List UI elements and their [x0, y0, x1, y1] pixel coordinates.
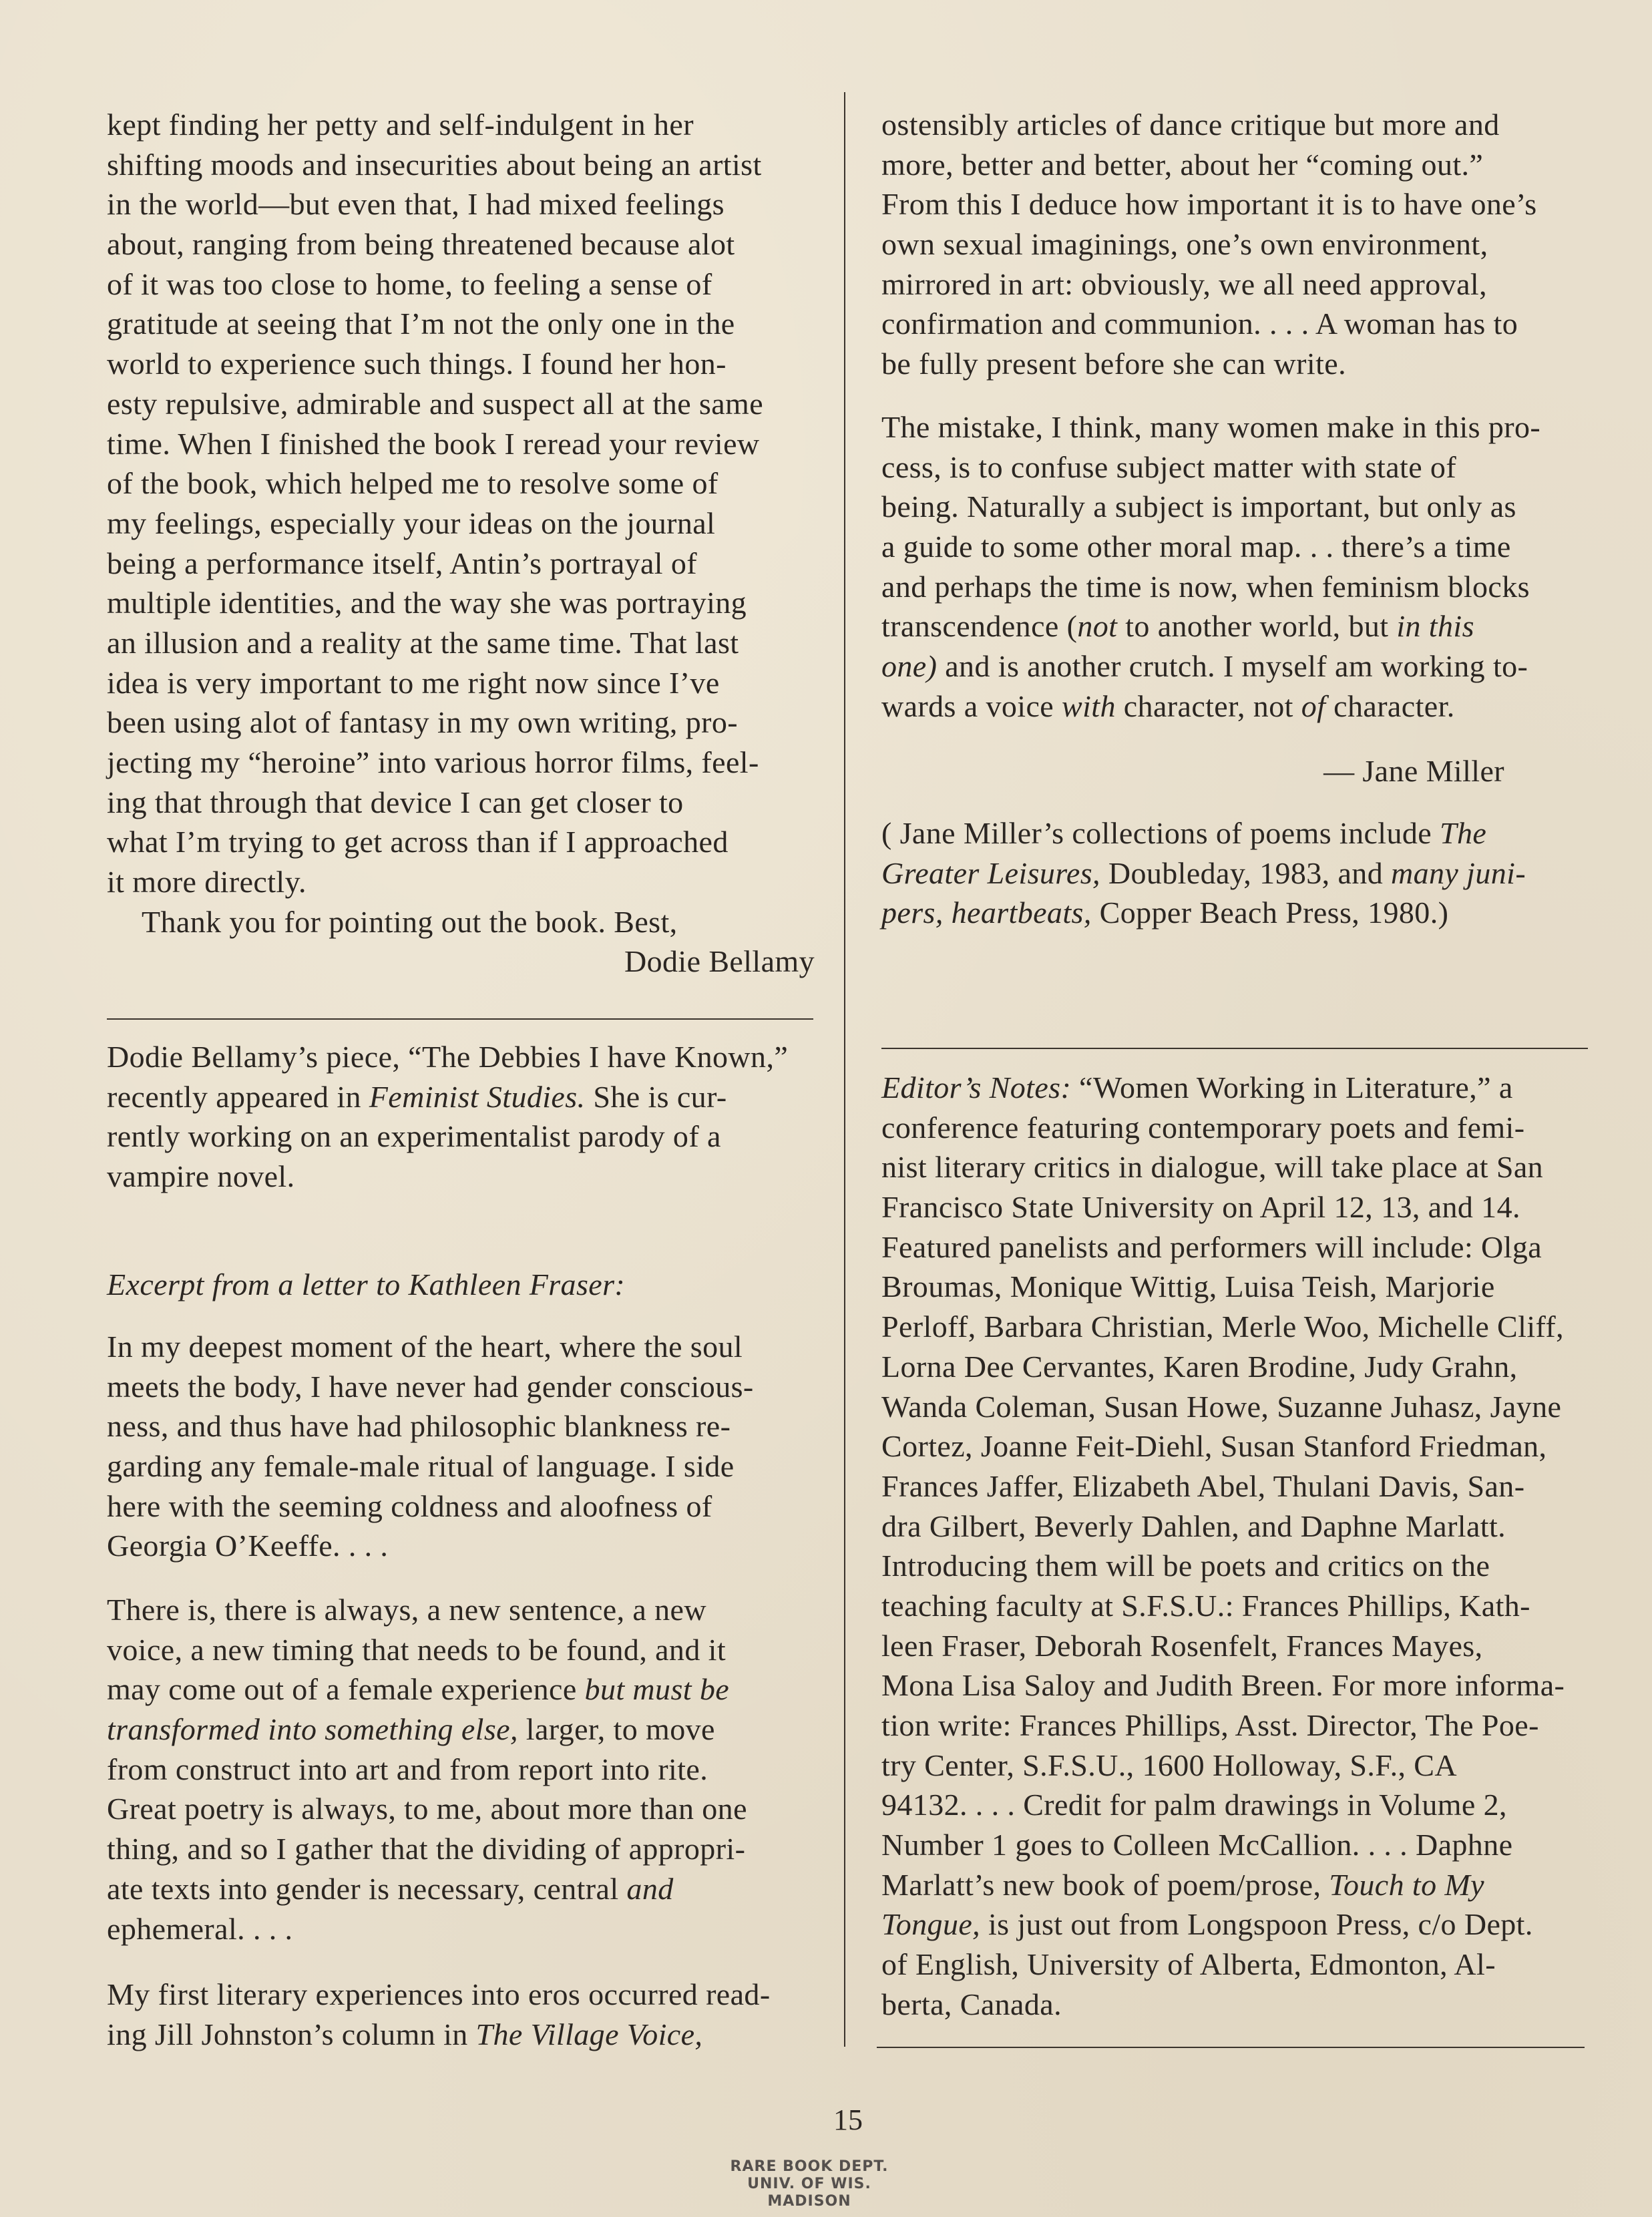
text-span: being. Naturally a subject is important, but only as — [881, 489, 1516, 524]
text-line — [881, 1746, 1565, 1786]
italic-text: in this — [1396, 609, 1474, 644]
text-line: idea is very important to me right now since I’ve — [107, 665, 720, 700]
paragraph — [881, 407, 1540, 727]
author-bio — [107, 1037, 788, 1197]
text-line: of it was too close to home, to feeling a sense of — [107, 266, 712, 301]
text-span: berta, Canada. — [881, 1987, 1062, 2021]
text-line — [881, 567, 1540, 607]
text-span: From this I deduce how important it is to have one’s — [881, 187, 1537, 222]
text-line — [107, 1157, 788, 1197]
letter-signature: Dodie Bellamy — [624, 944, 815, 979]
text-span: voice, a new timing that needs to be found, and it — [107, 1632, 726, 1667]
italic-text: one) — [881, 649, 938, 684]
text-line — [107, 1669, 747, 1709]
italic-text: not — [1077, 609, 1118, 644]
text-line: ing that through that device I can get closer to — [107, 785, 684, 819]
text-line: been using alot of fantasy in my own writing, pro- — [107, 705, 738, 740]
text-line: jecting my “heroine” into various horror films, feel- — [107, 745, 759, 779]
text-line — [107, 1037, 788, 1077]
text-line — [881, 264, 1537, 305]
text-line — [881, 1187, 1565, 1227]
text-span: Introducing them will be poets and critics on the — [881, 1549, 1490, 1583]
italic-text: but must be — [584, 1672, 730, 1707]
text-span: is just out from Longspoon Press, c/o Dept. — [980, 1907, 1533, 1942]
italic-text: of — [1301, 688, 1326, 723]
text-span: ( Jane Miller’s collections of poems include — [881, 816, 1440, 850]
text-span: Featured panelists and performers will include: Olga — [881, 1229, 1542, 1264]
poet-bio — [881, 813, 1526, 933]
italic-text: Feminist Studies. — [369, 1079, 586, 1114]
text-line — [107, 1590, 747, 1630]
text-span: may come out of a female experience — [107, 1672, 585, 1707]
italic-text: with — [1062, 688, 1116, 723]
text-line — [881, 606, 1540, 646]
text-line — [881, 1466, 1565, 1506]
text-span: recently appeared in — [107, 1079, 369, 1114]
text-span: rently working on an experimentalist parody of a — [107, 1119, 721, 1154]
text-line — [881, 1665, 1565, 1705]
text-span: ostensibly articles of dance critique but more and — [881, 108, 1500, 142]
italic-text: many juni- — [1391, 855, 1526, 890]
text-line — [881, 344, 1537, 384]
text-line — [107, 1829, 747, 1869]
text-line — [881, 686, 1540, 727]
text-span: larger, to move — [518, 1712, 715, 1747]
text-line — [881, 224, 1537, 264]
text-line — [881, 1985, 1565, 2025]
stamp-line: UNIV. OF WIS. — [747, 2176, 871, 2192]
text-span: transcendence ( — [881, 609, 1078, 644]
text-span: “Women Working in Literature,” a — [1071, 1070, 1513, 1104]
text-line — [881, 1865, 1565, 1905]
text-span: ephemeral. . . . — [107, 1911, 293, 1946]
text-line — [881, 1347, 1565, 1387]
text-line — [881, 1546, 1565, 1586]
text-span: wards a voice — [881, 688, 1062, 723]
text-line — [881, 527, 1540, 567]
paragraph — [107, 1327, 754, 1566]
text-line — [881, 853, 1526, 893]
text-line — [107, 1367, 754, 1407]
text-span: Number 1 goes to Colleen McCallion. . . . Daphne — [881, 1828, 1513, 1862]
excerpt-heading-text: Excerpt from a letter to Kathleen Fraser: — [107, 1267, 626, 1301]
text-line — [107, 1750, 747, 1790]
editors-notes — [881, 1068, 1565, 2025]
text-line: kept finding her petty and self-indulgent in her — [107, 108, 694, 142]
text-line — [881, 1705, 1565, 1746]
italic-text: and — [626, 1871, 674, 1906]
text-span: Frances Jaffer, Elizabeth Abel, Thulani Davis, San- — [881, 1468, 1525, 1503]
text-line — [881, 184, 1537, 224]
italic-text: Tongue, — [881, 1907, 981, 1942]
text-span: a guide to some other moral map. . . there’s a time — [881, 530, 1511, 564]
text-line: world to experience such things. I found her hon- — [107, 347, 727, 381]
text-span: and is another crutch. I myself am working to- — [937, 649, 1528, 684]
text-span: In my deepest moment of the heart, where the soul — [107, 1330, 743, 1364]
text-line — [107, 2015, 771, 2055]
text-line — [881, 304, 1537, 344]
column-divider — [844, 92, 845, 2047]
text-line — [107, 1077, 788, 1117]
text-span: She is cur- — [585, 1079, 727, 1114]
text-line: what I’m trying to get across than if I approached — [107, 825, 729, 859]
text-span: character. — [1325, 688, 1455, 723]
text-span: Mona Lisa Saloy and Judith Breen. For more informa- — [881, 1668, 1565, 1703]
text-span: character, not — [1115, 688, 1301, 723]
divider-rule — [881, 1048, 1588, 1049]
text-line — [107, 1526, 754, 1566]
text-line — [881, 813, 1526, 853]
text-line — [881, 1387, 1565, 1427]
italic-text: The — [1440, 816, 1487, 850]
italic-text: Editor’s Notes: — [881, 1070, 1072, 1104]
text-line — [881, 407, 1540, 447]
text-line — [107, 1789, 747, 1829]
letter-ending — [107, 105, 815, 982]
text-line — [107, 1406, 754, 1446]
text-span: Great poetry is always, to me, about more than one — [107, 1792, 747, 1826]
italic-text: Touch to My — [1329, 1867, 1484, 1902]
text-span: teaching faculty at S.F.S.U.: Frances Phillips, Kath- — [881, 1588, 1530, 1623]
stamp-line: MADISON — [767, 2193, 851, 2210]
text-span: nist literary critics in dialogue, will take place at San — [881, 1150, 1544, 1185]
text-line — [881, 1068, 1565, 1108]
text-line: time. When I finished the book I reread your review — [107, 426, 760, 461]
text-line — [881, 1825, 1565, 1865]
text-line — [881, 1506, 1565, 1547]
text-span: leen Fraser, Deborah Rosenfelt, Frances Mayes, — [881, 1628, 1483, 1663]
text-span: Cortez, Joanne Feit-Diehl, Susan Stanford Friedman, — [881, 1429, 1547, 1464]
italic-text: pers, heartbeats, — [881, 895, 1092, 930]
italic-text: The Village Voice, — [475, 2017, 703, 2051]
text-line — [881, 1426, 1565, 1466]
text-line — [881, 1227, 1565, 1267]
text-line — [881, 1626, 1565, 1666]
text-line — [881, 1586, 1565, 1626]
text-span: to another world, but — [1117, 609, 1397, 644]
text-span: meets the body, I have never had gender conscious- — [107, 1369, 754, 1404]
text-line — [107, 1709, 747, 1750]
text-line: esty repulsive, admirable and suspect all at the same — [107, 386, 764, 421]
text-line — [107, 1909, 747, 1949]
text-span: here with the seeming coldness and aloofness of — [107, 1488, 712, 1523]
text-line — [107, 1446, 754, 1486]
text-line — [881, 893, 1526, 933]
text-line: of the book, which helped me to resolve some of — [107, 466, 718, 501]
text-line — [881, 145, 1537, 185]
signature-block — [881, 751, 1504, 791]
text-line — [881, 1147, 1565, 1187]
text-line — [107, 1630, 747, 1670]
text-span: conference featuring contemporary poets and femi- — [881, 1110, 1525, 1145]
italic-text: transformed into something else, — [107, 1712, 518, 1747]
text-line: an illusion and a reality at the same time. That last — [107, 625, 739, 660]
text-span: Broumas, Monique Wittig, Luisa Teish, Marjorie — [881, 1269, 1495, 1304]
text-span: thing, and so I gather that the dividing of appropri- — [107, 1832, 746, 1866]
text-span: vampire novel. — [107, 1159, 295, 1194]
divider-rule — [877, 2047, 1585, 2048]
text-span: of English, University of Alberta, Edmonton, Al- — [881, 1947, 1496, 1982]
text-span: ness, and thus have had philosophic blankness re- — [107, 1409, 731, 1444]
text-span: cess, is to confuse subject matter with state of — [881, 449, 1457, 484]
text-line — [881, 1785, 1565, 1825]
text-span: from construct into art and from report into rite. — [107, 1752, 708, 1786]
paragraph — [107, 1975, 771, 2054]
text-line — [881, 1904, 1565, 1945]
text-span: try Center, S.F.S.U., 1600 Holloway, S.F., CA — [881, 1748, 1457, 1782]
stamp-line: RARE BOOK DEPT. — [730, 2158, 889, 2175]
text-span: ing Jill Johnston’s column in — [107, 2017, 476, 2051]
text-line — [881, 105, 1537, 145]
text-span: confirmation and communion. . . . A woman has to — [881, 307, 1518, 341]
letter-closing: Thank you for pointing out the book. Best, — [142, 904, 678, 939]
text-span: 94132. . . . Credit for palm drawings in Volume 2, — [881, 1788, 1507, 1822]
text-span: garding any female-male ritual of language. I side — [107, 1449, 735, 1484]
text-span: ate texts into gender is necessary, central — [107, 1871, 627, 1906]
italic-text: Greater Leisures, — [881, 855, 1100, 890]
text-line: about, ranging from being threatened because alot — [107, 227, 735, 262]
text-line — [881, 1945, 1565, 1985]
text-line: in the world—but even that, I had mixed feelings — [107, 187, 725, 222]
text-line: gratitude at seeing that I’m not the only one in the — [107, 307, 735, 341]
text-line — [107, 1117, 788, 1157]
text-span: tion write: Frances Phillips, Asst. Director, The Poe- — [881, 1708, 1539, 1742]
excerpt-heading — [107, 1265, 625, 1305]
text-line: being a performance itself, Antin’s portrayal of — [107, 546, 697, 580]
text-span: Perloff, Barbara Christian, Merle Woo, Michelle Cliff, — [881, 1309, 1565, 1344]
text-span: dra Gilbert, Beverly Dahlen, and Daphne Marlatt. — [881, 1508, 1506, 1543]
text-span: Wanda Coleman, Susan Howe, Suzanne Juhasz, Jayne — [881, 1389, 1562, 1424]
text-span: own sexual imaginings, one’s own environment, — [881, 227, 1488, 262]
page-number: 15 — [833, 2103, 863, 2136]
text-line — [881, 1108, 1565, 1148]
text-line — [881, 1267, 1565, 1307]
text-line: my feelings, especially your ideas on the journal — [107, 506, 716, 540]
text-span: and perhaps the time is now, when feminism blocks — [881, 569, 1530, 604]
signature: — Jane Miller — [1323, 754, 1504, 788]
paragraph — [107, 1590, 747, 1949]
text-span: Lorna Dee Cervantes, Karen Brodine, Judy Grahn, — [881, 1349, 1518, 1384]
text-line — [107, 1869, 747, 1909]
text-span: My first literary experiences into eros occurred read- — [107, 1977, 771, 2011]
library-stamp — [722, 2158, 896, 2210]
text-span: Marlatt’s new book of poem/prose, — [881, 1867, 1329, 1902]
text-line — [881, 447, 1540, 487]
text-span: be fully present before she can write. — [881, 347, 1346, 381]
text-line: shifting moods and insecurities about being an artist — [107, 147, 762, 182]
text-line: it more directly. — [107, 865, 306, 899]
text-line — [881, 646, 1540, 686]
text-line — [881, 487, 1540, 527]
text-line: multiple identities, and the way she was portraying — [107, 586, 747, 620]
text-line — [881, 1307, 1565, 1347]
text-line — [107, 1327, 754, 1367]
text-span: Dodie Bellamy’s piece, “The Debbies I have Known,” — [107, 1040, 789, 1074]
text-span: Francisco State University on April 12, 13, and 14. — [881, 1190, 1520, 1225]
text-span: Doubleday, 1983, and — [1100, 855, 1392, 890]
text-span: mirrored in art: obviously, we all need approval, — [881, 266, 1487, 301]
text-span: more, better and better, about her “coming out.” — [881, 147, 1484, 182]
text-span: Georgia O’Keeffe. . . . — [107, 1529, 389, 1563]
divider-rule — [107, 1018, 813, 1020]
text-line — [107, 1486, 754, 1527]
paragraph — [881, 105, 1537, 384]
text-span: There is, there is always, a new sentence, a new — [107, 1593, 706, 1627]
text-span: Copper Beach Press, 1980.) — [1091, 895, 1449, 930]
text-span: The mistake, I think, many women make in this pro- — [881, 410, 1541, 444]
text-line — [107, 1975, 771, 2015]
